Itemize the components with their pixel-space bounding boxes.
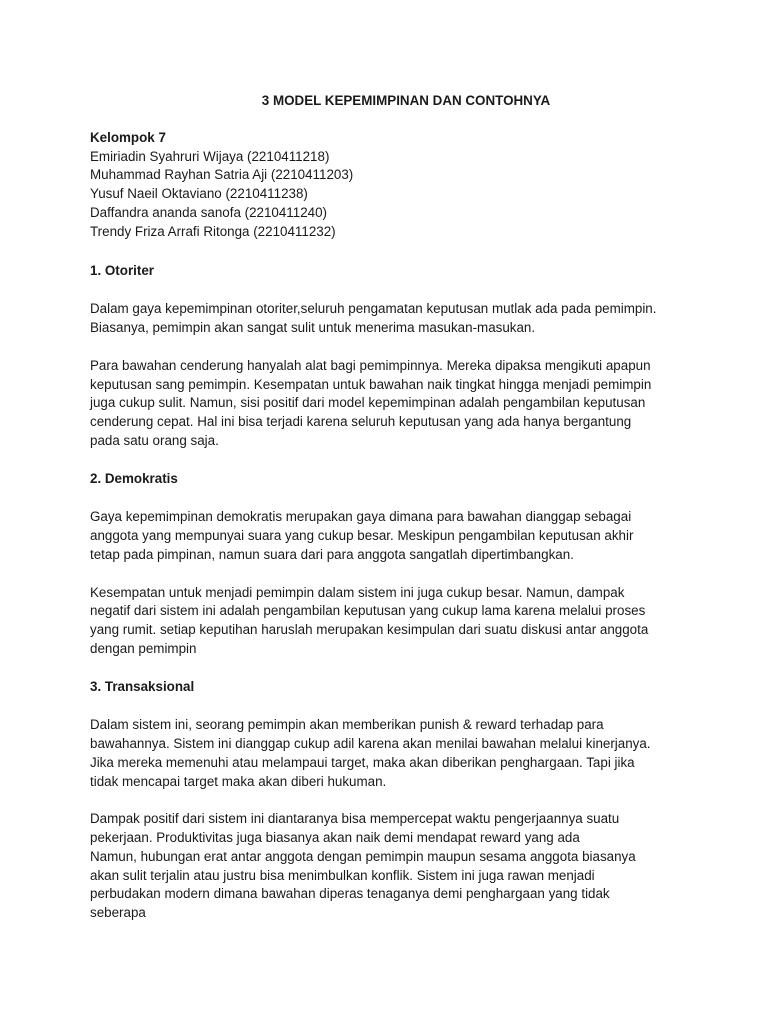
paragraph-line: anggota yang mempunyai suara yang cukup besar. Meskipun pengambilan keputusan akhir: [90, 528, 634, 544]
document-body: [90, 92, 710, 942]
paragraph-line: Para bawahan cenderung hanyalah alat bagi pemimpinnya. Mereka dipaksa mengikuti apapun: [90, 357, 651, 373]
paragraph-line: Dalam sistem ini, seorang pemimpin akan memberikan punish & reward terhadap para: [90, 717, 604, 733]
member-name: Emiriadin Syahruri Wijaya (2210411218): [90, 148, 330, 164]
group-label: Kelompok 7: [90, 129, 166, 145]
paragraph: [90, 810, 710, 923]
paragraph-line: bawahannya. Sistem ini dianggap cukup adil karena akan menilai bawahan melalui kinerjanya.: [90, 736, 651, 752]
paragraph: [90, 716, 710, 791]
paragraph-line: perbudakan modern dimana bawahan diperas tenaganya demi penghargaan yang tidak: [90, 886, 610, 902]
paragraph-line: Dalam gaya kepemimpinan otoriter,seluruh pengamatan keputusan mutlak ada pada pemimpin.: [90, 301, 657, 317]
paragraph-line: negatif dari sistem ini adalah pengambilan keputusan yang cukup lama karena melalui proses: [90, 603, 646, 619]
paragraph-line: Kesempatan untuk menjadi pemimpin dalam sistem ini juga cukup besar. Namun, dampak: [90, 584, 625, 600]
paragraph: [90, 357, 710, 451]
paragraph-line: juga cukup sulit. Namun, sisi positif dari model kepemimpinan adalah pengambilan keputusan: [90, 395, 646, 411]
paragraph-line: tidak mencapai target maka akan diberi hukuman.: [90, 773, 387, 789]
paragraph: [90, 508, 710, 564]
paragraph-line: tetap pada pimpinan, namun suara dari para anggota sangatlah dipertimbangkan.: [90, 546, 574, 562]
paragraph-line: cenderung cepat. Hal ini bisa terjadi karena seluruh keputusan yang ada hanya bergantung: [90, 414, 632, 430]
member-name: Trendy Friza Arrafi Ritonga (2210411232): [90, 223, 336, 239]
paragraph-line: Gaya kepemimpinan demokratis merupakan gaya dimana para bawahan dianggap sebagai: [90, 509, 632, 525]
member-name: Daffandra ananda sanofa (2210411240): [90, 204, 328, 220]
paragraph: [90, 584, 710, 659]
paragraph-line: Biasanya, pemimpin akan sangat sulit untuk menerima masukan-masukan.: [90, 320, 536, 336]
document-title: 3 MODEL KEPEMIMPINAN DAN CONTOHNYA: [261, 93, 551, 108]
paragraph-line: keputusan sang pemimpin. Kesempatan untuk bawahan naik tingkat hingga menjadi pemimpin: [90, 376, 652, 392]
paragraph-line: seberapa: [90, 905, 146, 921]
section-heading-demokratis: 2. Demokratis: [90, 470, 178, 486]
paragraph-line: Jika mereka memenuhi atau melampaui target, maka akan diberikan penghargaan. Tapi jika: [90, 754, 635, 770]
section-heading-otoriter: 1. Otoriter: [90, 262, 154, 278]
section-heading-transaksional: 3. Transaksional: [90, 678, 195, 694]
paragraph-line: Dampak positif dari sistem ini diantaranya bisa mempercepat waktu pengerjaannya suatu: [90, 811, 620, 827]
paragraph-line: yang rumit. setiap keputihan haruslah merupakan kesimpulan dari suatu diskusi antar anggota: [90, 622, 649, 638]
paragraph-line: pekerjaan. Produktivitas juga biasanya akan naik demi mendapat reward yang ada: [90, 830, 580, 846]
paragraph-line: akan sulit terjalin atau justru bisa menimbulkan konflik. Sistem ini juga rawan menjadi: [90, 867, 595, 883]
member-name: Muhammad Rayhan Satria Aji (2210411203): [90, 167, 354, 183]
paragraph-line: pada satu orang saja.: [90, 432, 219, 448]
paragraph: [90, 300, 710, 338]
paragraph-line: Namun, hubungan erat antar anggota dengan pemimpin maupun sesama anggota biasanya: [90, 848, 636, 864]
paragraph-line: dengan pemimpin: [90, 640, 197, 656]
member-list: [90, 148, 710, 242]
member-name: Yusuf Naeil Oktaviano (2210411238): [90, 186, 308, 202]
